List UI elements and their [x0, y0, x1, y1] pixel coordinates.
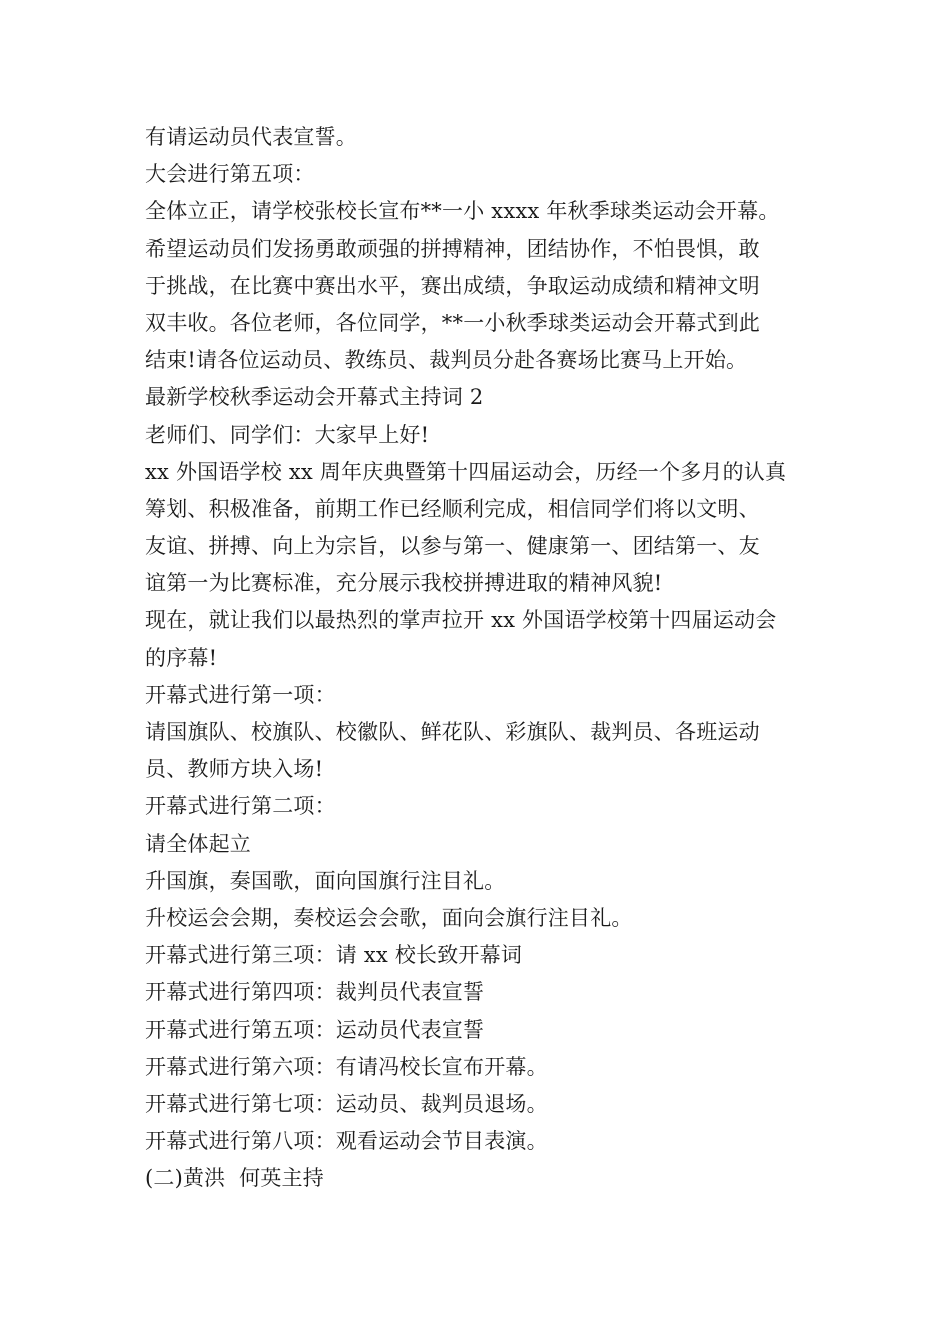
text-line: 升国旗，奏国歌，面向国旗行注目礼。: [145, 868, 506, 893]
section-heading: 开幕式进行第二项：: [145, 794, 336, 819]
section-heading: (二)黄洪 何英主持: [145, 1166, 324, 1191]
text-line: 希望运动员们发扬勇敢顽强的拼搏精神，团结协作，不怕畏惧，敢: [145, 236, 760, 261]
text-line: 升校运会会期，奏校运会会歌，面向会旗行注目礼。: [145, 905, 633, 930]
text-line: 的序幕!: [145, 645, 218, 670]
text-line: 结束!请各位运动员、教练员、裁判员分赴各赛场比赛马上开始。: [145, 348, 748, 373]
text-line: 员、教师方块入场!: [145, 757, 324, 782]
agenda-item: 开幕式进行第八项：观看运动会节目表演。: [145, 1129, 548, 1154]
text-line: 有请运动员代表宣誓。: [145, 125, 357, 149]
text-line: 全体立正，请学校张校长宣布**一小 xxxx 年秋季球类运动会开幕。: [145, 199, 780, 224]
text-line: 于挑战，在比赛中赛出水平，赛出成绩，争取运动成绩和精神文明: [145, 273, 760, 298]
document-title: 最新学校秋季运动会开幕式主持词 2: [145, 385, 484, 410]
text-line: 筹划、积极准备，前期工作已经顺利完成，相信同学们将以文明、: [145, 496, 760, 521]
greeting-line: 老师们、同学们：大家早上好!: [145, 422, 430, 447]
text-line: 请国旗队、校旗队、校徽队、鲜花队、彩旗队、裁判员、各班运动: [145, 720, 760, 744]
text-line: 友谊、拼搏、向上为宗旨，以参与第一、健康第一、团结第一、友: [145, 534, 760, 559]
agenda-item: 开幕式进行第七项：运动员、裁判员退场。: [145, 1091, 548, 1116]
text-line: 现在，就让我们以最热烈的掌声拉开 xx 外国语学校第十四届运动会: [145, 608, 777, 633]
agenda-item: 开幕式进行第三项：请 xx 校长致开幕词: [145, 943, 523, 968]
agenda-item: 开幕式进行第六项：有请冯校长宣布开幕。: [145, 1054, 548, 1079]
agenda-item: 开幕式进行第四项：裁判员代表宣誓: [145, 980, 485, 1005]
text-line: xx 外国语学校 xx 周年庆典暨第十四届运动会，历经一个多月的认真: [145, 459, 787, 484]
section-heading: 开幕式进行第一项：: [145, 682, 336, 707]
text-line: 双丰收。各位老师，各位同学，**一小秋季球类运动会开幕式到此: [145, 310, 760, 335]
section-heading: 大会进行第五项：: [145, 162, 315, 187]
document-body: [145, 119, 810, 1197]
text-line: 请全体起立: [145, 831, 251, 856]
agenda-item: 开幕式进行第五项：运动员代表宣誓: [145, 1017, 485, 1042]
text-line: 谊第一为比赛标准，充分展示我校拼搏进取的精神风貌!: [145, 571, 663, 596]
